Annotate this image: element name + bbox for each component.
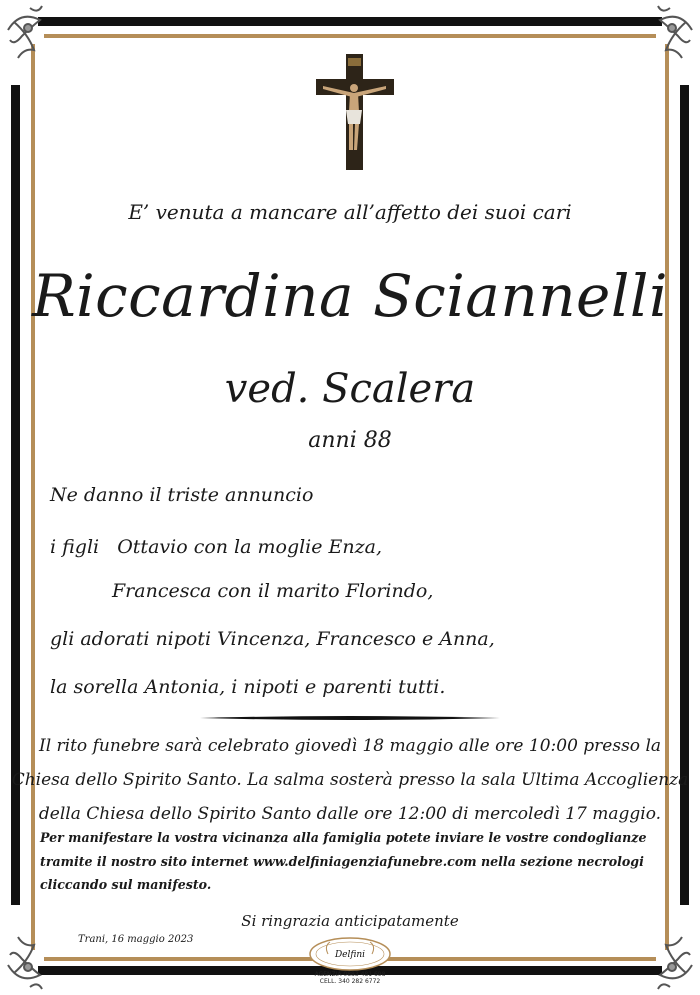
crucifix-icon xyxy=(316,54,394,170)
ornament-corner-icon xyxy=(658,6,692,58)
ornament-corner-icon xyxy=(658,937,692,989)
place-date: Trani, 16 maggio 2023 xyxy=(78,934,194,945)
gold-line-top xyxy=(44,34,656,38)
divider xyxy=(200,716,500,720)
age: anni 88 xyxy=(308,428,392,453)
thanks-text: Si ringrazia anticipatamente xyxy=(241,912,459,930)
border-top-bar xyxy=(38,17,662,26)
deceased-name: Riccardina Sciannelli xyxy=(31,262,669,330)
family-line: la sorella Antonia, i nipoti e parenti tutti. xyxy=(50,676,446,698)
intro-text: E’ venuta a mancare all’affetto dei suoi cari xyxy=(128,200,572,224)
family-line: gli adorati nipoti Vincenza, Francesco e Anna, xyxy=(50,628,495,650)
funeral-line: Chiesa dello Spirito Santo. La salma sosterà presso la sala Ultima Accoglienza xyxy=(11,770,689,790)
widow-of: ved. Scalera xyxy=(224,366,476,412)
family-line: Ne danno il triste annuncio xyxy=(50,484,314,506)
ornament-corner-icon xyxy=(8,937,42,989)
agency-cell: CELL. 340 282 6772 xyxy=(319,978,381,984)
ornament-corner-icon xyxy=(8,6,42,58)
family-line: i figli Ottavio con la moglie Enza, xyxy=(50,536,383,558)
condolence-note-line: Per manifestare la vostra vicinanza alla famiglia potete inviare le vostre condoglianze xyxy=(40,830,647,845)
family-line: Francesca con il marito Florindo, xyxy=(112,580,434,602)
agency-phone: AGENZIA 0883 481 698 xyxy=(314,971,386,978)
agency-logo xyxy=(306,936,394,984)
funeral-line: della Chiesa dello Spirito Santo dalle ore 12:00 di mercoledì 17 maggio. xyxy=(38,804,662,824)
funeral-line: Il rito funebre sarà celebrato giovedì 18 maggio alle ore 10:00 presso la xyxy=(38,736,662,756)
agency-brand: Delfini xyxy=(334,950,366,960)
condolence-note-line: cliccando sul manifesto. xyxy=(40,877,212,892)
condolence-note-line: tramite il nostro sito internet www.delfiniagenziafunebre.com nella sezione necrologi xyxy=(40,854,644,869)
